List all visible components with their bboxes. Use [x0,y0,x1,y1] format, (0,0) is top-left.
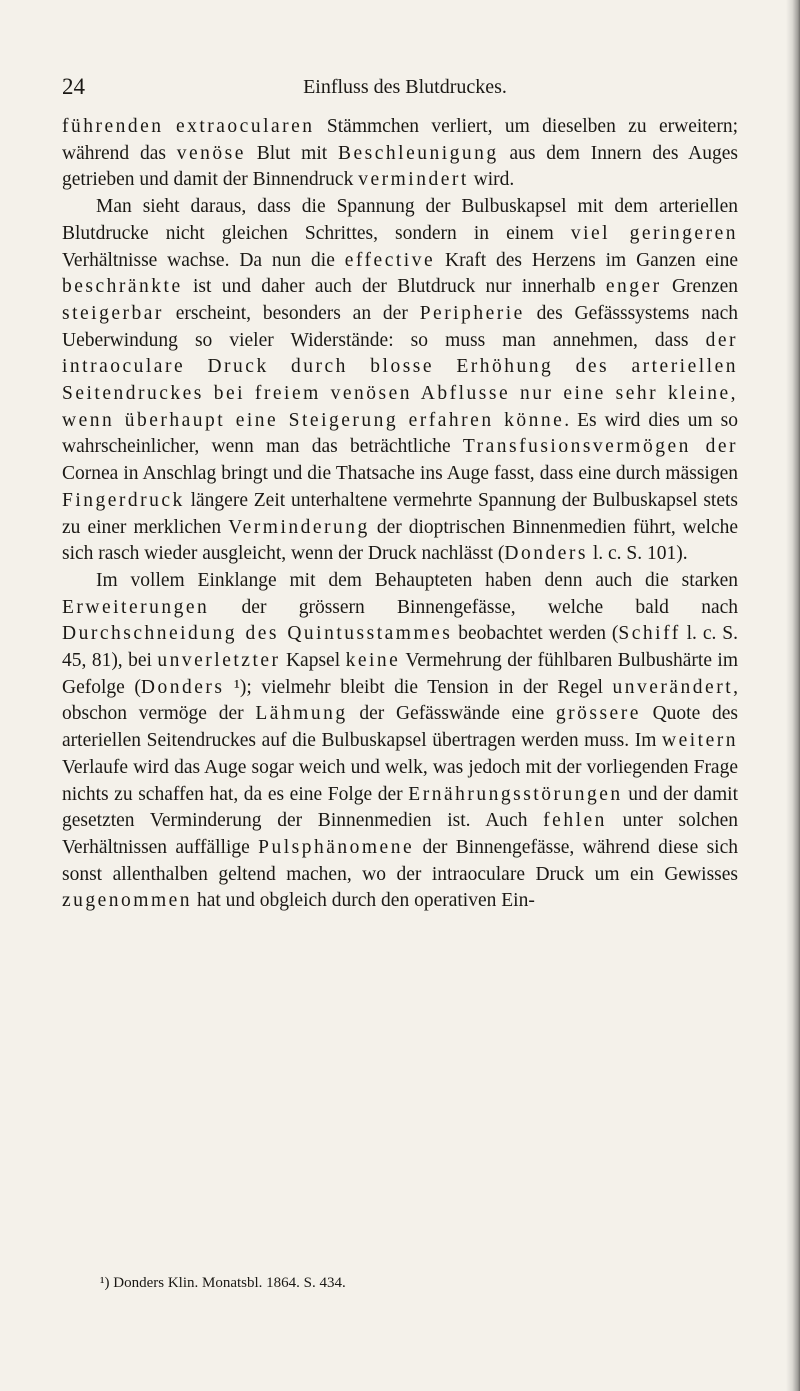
text-run: Grenzen [661,276,739,298]
spaced-emphasis: beschränkte [62,276,183,298]
text-run: Kapsel [280,650,346,672]
spaced-emphasis: der intraoculare Druck durch blosse Erhöhung des arteriellen Seitendruckes bei freiem venösen Abflusse nur eine sehr kleine, wenn überhaupt eine Steigerung erfahren könne [62,329,738,431]
spaced-emphasis: weitern [662,730,738,752]
spaced-emphasis: Verminderung [228,516,370,538]
text-run: Verhältnisse wachse. Da nun die [62,249,345,271]
text-run: Blut mit [245,142,339,164]
text-run: . Es wird dies um so wahrscheinlicher, wenn man das beträchtliche [62,409,738,458]
text-run: l. c. S. 101). [587,543,688,565]
body-text [62,114,738,915]
text-run: längere Zeit unterhaltene vermehrte Spannung der Bulbuskapsel stets zu einer merklichen [62,489,738,538]
spaced-emphasis: Donders [140,676,225,698]
running-head [62,72,738,102]
text-run: Cornea in Anschlag bringt und die Thatsache ins Auge fasst, dass eine durch mässigen [62,463,738,485]
text-run: erscheint, besonders an der [163,302,420,324]
spaced-emphasis: extraocularen [175,116,315,137]
spaced-emphasis: venöse [176,142,246,164]
spaced-emphasis: grössere [555,703,641,725]
text-run: Im vollem Einklange mit dem Behaupteten haben denn auch die starken [96,569,738,591]
page-edge-shadow [786,0,800,1391]
text-run: hat und obgleich durch den operativen Ein- [192,890,535,912]
text-run: beobachtet werden ( [452,623,619,645]
spaced-emphasis: zugenommen [62,890,193,912]
spaced-emphasis: unverletzter [157,650,281,672]
text-run: Quote des arteriellen Seitendruckes auf die Bulbuskapsel übertragen werden muss. Im [62,703,738,752]
text-run: und der damit gesetzten Verminderung der Binnenmedien ist. Auch [62,783,738,832]
spaced-emphasis: Transfusionsvermögen der [462,436,738,458]
spaced-emphasis: vermindert [358,169,469,191]
spaced-emphasis: Schiff [618,623,681,645]
spaced-emphasis: Peripherie [419,302,525,324]
spaced-emphasis: viel geringeren [570,222,738,244]
spaced-emphasis: führenden [62,116,164,137]
spaced-emphasis: Fingerdruck [62,489,185,511]
paragraph-3 [62,568,738,915]
text-run: unter solchen Verhältnissen auffällige [62,810,738,858]
text-run: ¹); vielmehr bleibt die Tension in der Regel [224,676,613,698]
text-run: Verlaufe wird das Auge sogar weich und welk, was jedoch mit der vorliegenden Frage nichts zu schaffen hat, da es eine Folge der [62,756,738,805]
spaced-emphasis: Durchschneidung des Quintusstammes [62,623,453,645]
spaced-emphasis: fehlen [543,810,607,832]
text-run: l. c. S. 45, 81), bei [62,623,738,672]
spaced-emphasis: effective [344,249,436,271]
text-run: Stämmchen verliert, um dieselben zu erweitern; während das [62,116,738,164]
text-run [164,116,176,137]
page-number: 24 [62,74,85,99]
spaced-emphasis: Ernährungsstörungen [408,783,623,805]
text-run: ist und daher auch der Blutdruck nur innerhalb [182,276,606,298]
text-run: der Gefässwände eine [347,703,556,725]
spaced-emphasis: Donders [504,543,588,565]
text-run: des Gefässsystems nach Ueberwindung so vieler Widerstände: so muss man annehmen, dass [62,302,739,351]
spaced-emphasis: enger [605,276,662,298]
text-run: aus dem Innern des Auges getrieben und damit der Binnendruck [62,142,738,191]
spaced-emphasis: Beschleunigung [338,142,499,164]
text-run: wird. [468,169,515,191]
text-run: der dioptrischen Binnenmedien führt, welche sich rasch wieder ausgleicht, wenn der Druck nachlässt ( [62,516,739,565]
text-run: der grössern Binnengefässe, welche bald nach [209,596,738,618]
text-run: Kraft des Herzens im Ganzen eine [435,249,738,271]
spaced-emphasis: steigerbar [62,302,164,324]
paragraph-2 [62,194,738,568]
spaced-emphasis: Lähmung [255,703,348,725]
footnote: ¹) Donders Klin. Monatsbl. 1864. S. 434. [100,1275,346,1291]
text-run: , obschon vermöge der [62,676,738,725]
spaced-emphasis: Erweiterungen [62,596,210,618]
paragraph-1 [62,114,738,194]
text-run: Man sieht daraus, dass die Spannung der Bulbuskapsel mit dem arteriellen Blutdrucke nicht gleichen Schrittes, sondern in einem [62,196,738,244]
text-run: Vermehrung der fühlbaren Bulbushärte im Gefolge ( [62,650,738,698]
spaced-emphasis: unverändert [612,676,734,698]
running-title: Einfluss des Blutdruckes. [303,76,507,98]
spaced-emphasis: keine [345,650,401,672]
text-run: der Binnengefässe, während diese sich sonst allenthalben geltend machen, wo der intraoculare Druck um ein Gewisses [62,836,738,885]
spaced-emphasis: Pulsphänomene [258,836,415,858]
